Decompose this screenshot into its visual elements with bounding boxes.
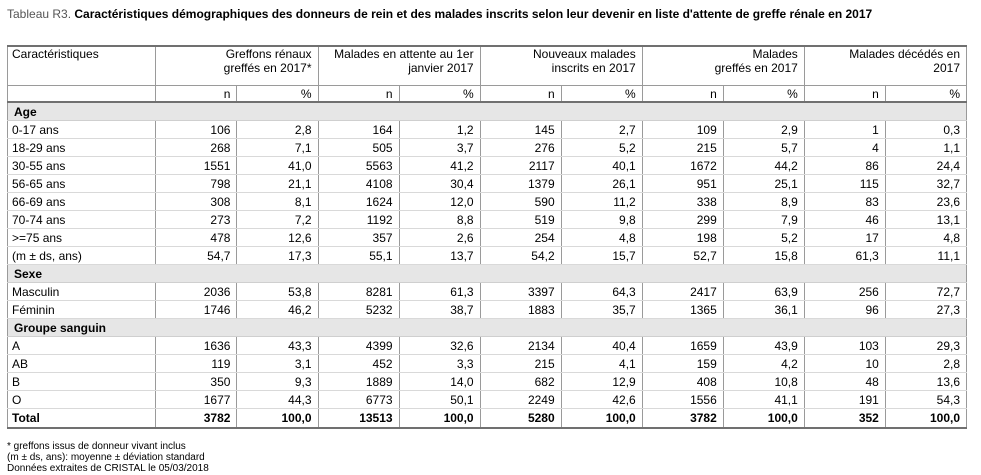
cell-value: 408 [642, 373, 723, 391]
cell-value: 1,2 [399, 121, 480, 139]
cell-value: 43,3 [237, 337, 318, 355]
header-group: Malades greffés en 2017 [642, 46, 804, 86]
cell-value: 36,1 [723, 301, 804, 319]
cell-value: 41,1 [723, 391, 804, 409]
table-row [8, 121, 967, 139]
table-row [8, 355, 967, 373]
cell-value: 276 [480, 139, 561, 157]
table-title [7, 6, 973, 22]
cell-value: 17 [804, 229, 885, 247]
row-label: (m ± ds, ans) [8, 247, 156, 265]
cell-value: 505 [318, 139, 399, 157]
cell-value: 29,3 [885, 337, 966, 355]
table-row [8, 229, 967, 247]
subheader-n: n [480, 86, 561, 103]
cell-value: 478 [156, 229, 237, 247]
cell-value: 1889 [318, 373, 399, 391]
cell-value: 145 [480, 121, 561, 139]
total-value: 3782 [156, 409, 237, 429]
cell-value: 273 [156, 211, 237, 229]
cell-value: 10,8 [723, 373, 804, 391]
cell-value: 590 [480, 193, 561, 211]
subheader-n: n [804, 86, 885, 103]
cell-value: 4108 [318, 175, 399, 193]
cell-value: 4,1 [561, 355, 642, 373]
cell-value: 54,7 [156, 247, 237, 265]
total-row [8, 409, 967, 429]
cell-value: 4,8 [885, 229, 966, 247]
cell-value: 11,1 [885, 247, 966, 265]
table-row [8, 175, 967, 193]
cell-value: 2,8 [885, 355, 966, 373]
total-value: 352 [804, 409, 885, 429]
table-caption: Caractéristiques démographiques des donneurs de rein et des malades inscrits selon leur devenir en liste d'attente de greffe rénale en 2017 [74, 7, 873, 21]
cell-value: 25,1 [723, 175, 804, 193]
cell-value: 8,9 [723, 193, 804, 211]
cell-value: 8,1 [237, 193, 318, 211]
cell-value: 1 [804, 121, 885, 139]
cell-value: 40,1 [561, 157, 642, 175]
cell-value: 12,9 [561, 373, 642, 391]
cell-value: 43,9 [723, 337, 804, 355]
cell-value: 32,7 [885, 175, 966, 193]
cell-value: 17,3 [237, 247, 318, 265]
total-value: 13513 [318, 409, 399, 429]
cell-value: 55,1 [318, 247, 399, 265]
cell-value: 5232 [318, 301, 399, 319]
cell-value: 1677 [156, 391, 237, 409]
cell-value: 24,4 [885, 157, 966, 175]
subheader-pct: % [561, 86, 642, 103]
cell-value: 46,2 [237, 301, 318, 319]
total-value: 100,0 [723, 409, 804, 429]
cell-value: 164 [318, 121, 399, 139]
cell-value: 682 [480, 373, 561, 391]
cell-value: 1636 [156, 337, 237, 355]
total-value: 100,0 [885, 409, 966, 429]
cell-value: 5,7 [723, 139, 804, 157]
total-value: 5280 [480, 409, 561, 429]
cell-value: 27,3 [885, 301, 966, 319]
cell-value: 1551 [156, 157, 237, 175]
header-group: Nouveaux malades inscrits en 2017 [480, 46, 642, 86]
cell-value: 15,7 [561, 247, 642, 265]
cell-value: 54,2 [480, 247, 561, 265]
cell-value: 41,2 [399, 157, 480, 175]
cell-value: 798 [156, 175, 237, 193]
cell-value: 64,3 [561, 283, 642, 301]
cell-value: 119 [156, 355, 237, 373]
row-label: Féminin [8, 301, 156, 319]
cell-value: 15,8 [723, 247, 804, 265]
cell-value: 254 [480, 229, 561, 247]
row-label: 30-55 ans [8, 157, 156, 175]
row-label: Masculin [8, 283, 156, 301]
cell-value: 8,8 [399, 211, 480, 229]
cell-value: 2417 [642, 283, 723, 301]
subheader-empty [8, 86, 156, 103]
table-row [8, 247, 967, 265]
table-row [8, 283, 967, 301]
total-label: Total [8, 409, 156, 429]
cell-value: 256 [804, 283, 885, 301]
cell-value: 7,1 [237, 139, 318, 157]
cell-value: 215 [642, 139, 723, 157]
cell-value: 103 [804, 337, 885, 355]
total-value: 100,0 [237, 409, 318, 429]
row-label: O [8, 391, 156, 409]
cell-value: 350 [156, 373, 237, 391]
cell-value: 198 [642, 229, 723, 247]
cell-value: 215 [480, 355, 561, 373]
cell-value: 8281 [318, 283, 399, 301]
section-title: Groupe sanguin [8, 319, 967, 337]
cell-value: 1,1 [885, 139, 966, 157]
cell-value: 13,6 [885, 373, 966, 391]
cell-value: 13,7 [399, 247, 480, 265]
row-label: B [8, 373, 156, 391]
subheader-row [8, 86, 967, 103]
section-row [8, 319, 967, 337]
table-row [8, 211, 967, 229]
cell-value: 357 [318, 229, 399, 247]
cell-value: 10 [804, 355, 885, 373]
cell-value: 1556 [642, 391, 723, 409]
cell-value: 159 [642, 355, 723, 373]
row-label: 0-17 ans [8, 121, 156, 139]
cell-value: 5,2 [723, 229, 804, 247]
cell-value: 54,3 [885, 391, 966, 409]
footnote: Données extraites de CRISTAL le 05/03/2018 [7, 463, 209, 474]
cell-value: 308 [156, 193, 237, 211]
subheader-pct: % [723, 86, 804, 103]
cell-value: 2,6 [399, 229, 480, 247]
cell-value: 21,1 [237, 175, 318, 193]
cell-value: 2,9 [723, 121, 804, 139]
table-row [8, 373, 967, 391]
cell-value: 46 [804, 211, 885, 229]
subheader-pct: % [399, 86, 480, 103]
footnotes [7, 441, 209, 474]
cell-value: 1365 [642, 301, 723, 319]
cell-value: 3397 [480, 283, 561, 301]
cell-value: 52,7 [642, 247, 723, 265]
cell-value: 40,4 [561, 337, 642, 355]
cell-value: 48 [804, 373, 885, 391]
table-row [8, 301, 967, 319]
row-label: 70-74 ans [8, 211, 156, 229]
cell-value: 63,9 [723, 283, 804, 301]
table-body [8, 102, 967, 428]
cell-value: 6773 [318, 391, 399, 409]
subheader-n: n [156, 86, 237, 103]
cell-value: 1192 [318, 211, 399, 229]
cell-value: 83 [804, 193, 885, 211]
cell-value: 1883 [480, 301, 561, 319]
cell-value: 61,3 [399, 283, 480, 301]
cell-value: 519 [480, 211, 561, 229]
cell-value: 1746 [156, 301, 237, 319]
cell-value: 44,3 [237, 391, 318, 409]
cell-value: 26,1 [561, 175, 642, 193]
cell-value: 4 [804, 139, 885, 157]
cell-value: 96 [804, 301, 885, 319]
cell-value: 86 [804, 157, 885, 175]
cell-value: 2117 [480, 157, 561, 175]
cell-value: 1659 [642, 337, 723, 355]
cell-value: 452 [318, 355, 399, 373]
total-value: 100,0 [561, 409, 642, 429]
cell-value: 268 [156, 139, 237, 157]
cell-value: 338 [642, 193, 723, 211]
cell-value: 72,7 [885, 283, 966, 301]
cell-value: 109 [642, 121, 723, 139]
subheader-pct: % [237, 86, 318, 103]
table-row [8, 391, 967, 409]
cell-value: 5563 [318, 157, 399, 175]
cell-value: 12,0 [399, 193, 480, 211]
row-label: A [8, 337, 156, 355]
cell-value: 5,2 [561, 139, 642, 157]
section-title: Age [8, 102, 967, 121]
row-label: AB [8, 355, 156, 373]
footnote: * greffons issus de donneur vivant inclus [7, 441, 186, 452]
cell-value: 32,6 [399, 337, 480, 355]
cell-value: 9,8 [561, 211, 642, 229]
row-label: >=75 ans [8, 229, 156, 247]
cell-value: 41,0 [237, 157, 318, 175]
cell-value: 42,6 [561, 391, 642, 409]
cell-value: 3,1 [237, 355, 318, 373]
table-row [8, 193, 967, 211]
cell-value: 7,2 [237, 211, 318, 229]
cell-value: 1672 [642, 157, 723, 175]
cell-value: 30,4 [399, 175, 480, 193]
cell-value: 2036 [156, 283, 237, 301]
table-row [8, 157, 967, 175]
subheader-n: n [642, 86, 723, 103]
subheader-n: n [318, 86, 399, 103]
row-label: 56-65 ans [8, 175, 156, 193]
table-number: Tableau R3. [7, 7, 72, 21]
cell-value: 13,1 [885, 211, 966, 229]
total-value: 3782 [642, 409, 723, 429]
table-row [8, 337, 967, 355]
section-row [8, 102, 967, 121]
cell-value: 3,7 [399, 139, 480, 157]
footnote: (m ± ds, ans): moyenne ± déviation standard [7, 452, 205, 463]
section-title: Sexe [8, 265, 967, 283]
cell-value: 38,7 [399, 301, 480, 319]
cell-value: 44,2 [723, 157, 804, 175]
cell-value: 2249 [480, 391, 561, 409]
cell-value: 0,3 [885, 121, 966, 139]
row-label: 18-29 ans [8, 139, 156, 157]
cell-value: 12,6 [237, 229, 318, 247]
data-table [7, 45, 967, 429]
cell-value: 35,7 [561, 301, 642, 319]
row-label: 66-69 ans [8, 193, 156, 211]
cell-value: 115 [804, 175, 885, 193]
cell-value: 2,8 [237, 121, 318, 139]
cell-value: 7,9 [723, 211, 804, 229]
cell-value: 106 [156, 121, 237, 139]
total-value: 100,0 [399, 409, 480, 429]
cell-value: 2,7 [561, 121, 642, 139]
header-group: Malades décédés en 2017 [804, 46, 966, 86]
subheader-pct: % [885, 86, 966, 103]
cell-value: 61,3 [804, 247, 885, 265]
section-row [8, 265, 967, 283]
cell-value: 1379 [480, 175, 561, 193]
cell-value: 53,8 [237, 283, 318, 301]
cell-value: 4,8 [561, 229, 642, 247]
cell-value: 1624 [318, 193, 399, 211]
cell-value: 50,1 [399, 391, 480, 409]
cell-value: 11,2 [561, 193, 642, 211]
header-row [8, 46, 967, 86]
cell-value: 299 [642, 211, 723, 229]
header-group: Greffons rénaux greffés en 2017* [156, 46, 318, 86]
table-row [8, 139, 967, 157]
cell-value: 3,3 [399, 355, 480, 373]
header-group: Malades en attente au 1er janvier 2017 [318, 46, 480, 86]
cell-value: 951 [642, 175, 723, 193]
cell-value: 9,3 [237, 373, 318, 391]
cell-value: 2134 [480, 337, 561, 355]
cell-value: 14,0 [399, 373, 480, 391]
cell-value: 23,6 [885, 193, 966, 211]
cell-value: 4399 [318, 337, 399, 355]
cell-value: 191 [804, 391, 885, 409]
header-caracteristiques: Caractéristiques [8, 46, 156, 86]
cell-value: 4,2 [723, 355, 804, 373]
